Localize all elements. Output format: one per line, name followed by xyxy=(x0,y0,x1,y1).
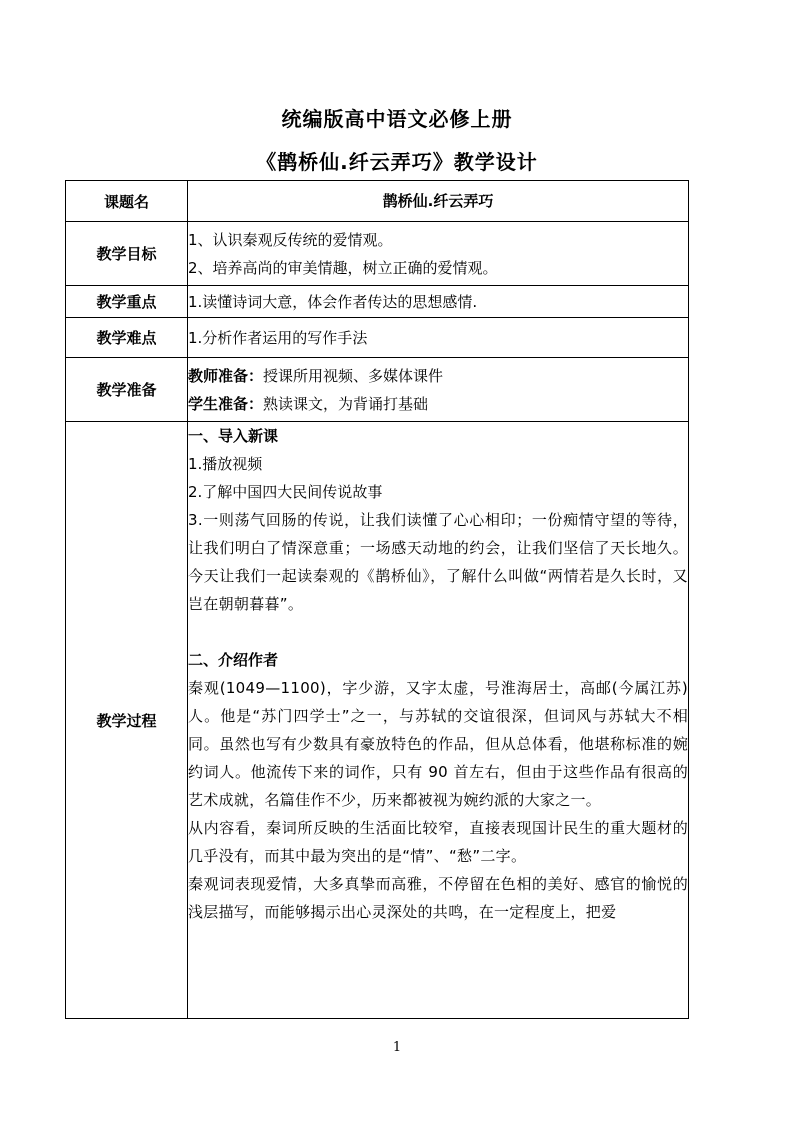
prep-cell xyxy=(188,358,689,422)
love-paragraph: 秦观词表现爱情，大多真挚而高雅，不停留在色相的美好、感官的愉悦的浅层描写，而能够揭示出心灵深处的共鸣，在一定程度上，把爱 xyxy=(188,875,688,921)
difficulty-value: 1.分析作者运用的写作手法 xyxy=(188,318,689,358)
teacher-prep-label: 教师准备： xyxy=(188,366,264,385)
intro-item: 2.了解中国四大民间传说故事 xyxy=(188,483,383,501)
goals-cell xyxy=(188,222,689,286)
table-row-key xyxy=(66,286,689,318)
row-label-prep: 教学准备 xyxy=(66,358,188,422)
key-value: 1.读懂诗词大意，体会作者传达的思想感情. xyxy=(188,286,689,318)
table-row-difficulty xyxy=(66,318,689,358)
student-prep-value: 熟读课文，为背诵打基础 xyxy=(263,394,429,413)
row-label-difficulty: 教学难点 xyxy=(66,318,188,358)
table-row-goals xyxy=(66,222,689,286)
row-label-key: 教学重点 xyxy=(66,286,188,318)
blank-line xyxy=(188,618,688,646)
section-title-author: 二、介绍作者 xyxy=(188,651,279,669)
table-row-prep xyxy=(66,358,689,422)
lesson-plan-table xyxy=(65,180,689,1019)
topic-value: 鹊桥仙.纤云弄巧 xyxy=(188,181,689,222)
intro-paragraph: 3.一则荡气回肠的传说，让我们读懂了心心相印；一份痴情守望的等待，让我们明白了情深意重；一场感天动地的约会，让我们坚信了天长地久。今天让我们一起读秦观的《鹊桥仙》，了解什么叫做“两情若是久长时，又岂在朝朝暮暮”。 xyxy=(188,511,688,613)
document-subtitle: 《鹊桥仙.纤云弄巧》教学设计 xyxy=(256,150,538,174)
teacher-prep-value: 授课所用视频、多媒体课件 xyxy=(263,366,444,385)
row-label-process: 教学过程 xyxy=(66,422,188,1019)
goal-item: 2、培养高尚的审美情趣，树立正确的爱情观。 xyxy=(188,258,498,277)
process-cell xyxy=(188,422,689,1019)
page-number: 1 xyxy=(392,1040,402,1055)
student-prep xyxy=(188,390,688,418)
goal-item: 1、认识秦观反传统的爱情观。 xyxy=(188,230,393,249)
section-title-intro: 一、导入新课 xyxy=(188,427,279,445)
row-label-topic: 课题名 xyxy=(66,181,188,222)
document-title: 统编版高中语文必修上册 xyxy=(281,107,513,131)
teacher-prep xyxy=(188,362,688,390)
table-row-topic xyxy=(66,181,689,222)
author-paragraph: 秦观(1049—1100)，字少游，又字太虚，号淮海居士，高邮(今属江苏)人。他是“苏门四学士”之一，与苏轼的交谊很深，但词风与苏轼大不相同。虽然也写有少数具有豪放特色的作品，但从总体看，他堪称标准的婉约词人。他流传下来的词作，只有 90 首左右，但由于这些作品有很高的艺术成就，名篇佳作不少，历来都被视为婉约派的大家之一。 xyxy=(188,679,688,809)
content-paragraph: 从内容看，秦词所反映的生活面比较窄，直接表现国计民生的重大题材的几乎没有，而其中最为突出的是“情”、“愁”二字。 xyxy=(188,819,688,865)
intro-item: 1.播放视频 xyxy=(188,455,263,473)
student-prep-label: 学生准备： xyxy=(188,394,264,413)
table-row-process xyxy=(66,422,689,1019)
row-label-goals: 教学目标 xyxy=(66,222,188,286)
